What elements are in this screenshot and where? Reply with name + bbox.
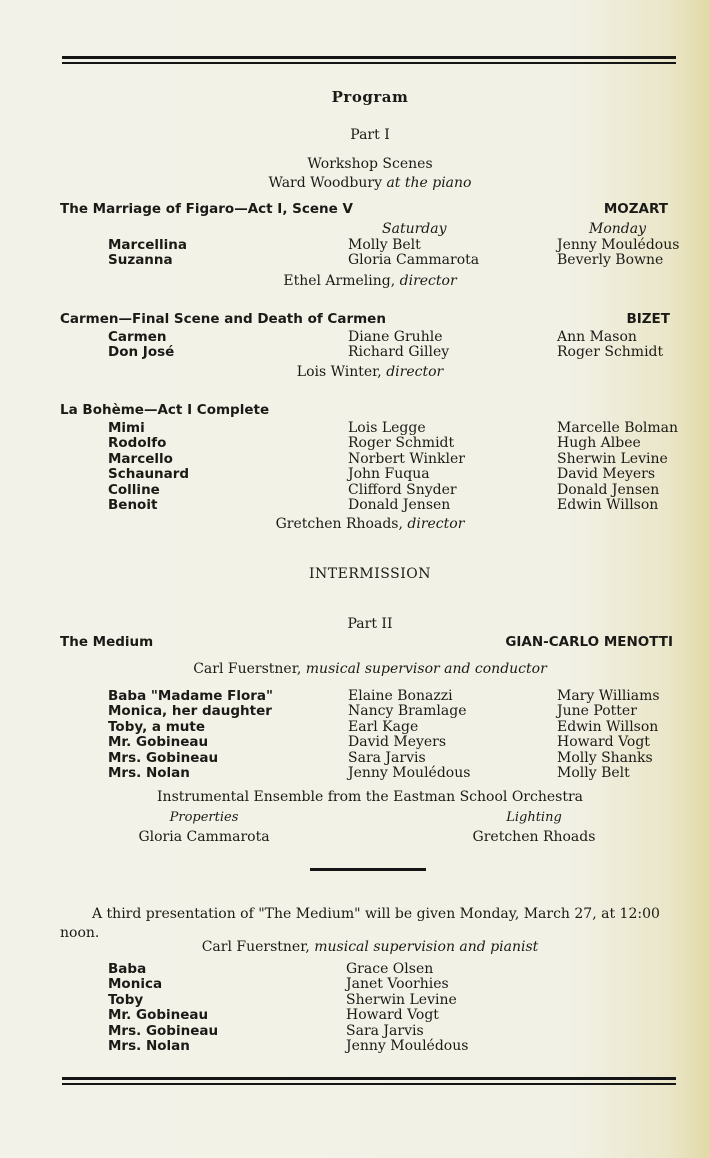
performer: Sara Jarvis [348,749,426,766]
medium-title: The Medium [60,634,154,650]
intermission: INTERMISSION [309,566,431,582]
role: Carmen [108,329,167,345]
performer: Jenny Moulédous [557,237,680,253]
boheme-cast2 [557,421,678,513]
director-name: Gretchen Rhoads, [275,516,403,532]
role: Baba [108,961,147,977]
director-role: director [399,273,457,289]
performer: Earl Kage [348,718,419,735]
performer: David Meyers [557,466,656,483]
role: Monica, her daughter [108,703,272,720]
medium-roles [108,689,273,781]
role: Suzanna [108,252,173,269]
performer: Jenny Moulédous [346,1038,469,1055]
medium-cast1 [348,689,470,781]
performer: Beverly Bowne [557,252,664,269]
properties-name: Gloria Cammarota [138,829,270,845]
figaro-day2: Monday [589,221,646,237]
figaro-composer: MOZART [603,201,668,217]
figaro-cast2 [557,238,679,269]
third-supervisor [0,939,710,955]
performer: Diane Gruhle [348,329,443,345]
performer: Gloria Cammarota [348,252,480,269]
director-role: director [386,364,444,380]
performer: Richard Gilley [348,344,450,361]
carmen-title: Carmen—Final Scene and Death of Carmen [60,311,386,327]
director-name: Ethel Armeling, [283,273,396,289]
pianist-note: at the piano [386,175,472,191]
pianist-name: Ward Woodbury [268,175,382,191]
medium-composer: GIAN-CARLO MENOTTI [505,634,673,650]
pianist-line [0,175,710,191]
performer: Grace Olsen [346,961,434,977]
supervisor-role: musical supervision and pianist [314,939,539,955]
figaro-title: The Marriage of Figaro—Act I, Scene V [60,201,353,217]
carmen-cast1 [348,330,449,361]
performer: Sherwin Levine [346,991,457,1008]
role: Benoit [108,497,158,514]
part-two-heading: Part II [347,616,393,632]
role: Rodolfo [108,435,167,452]
conductor-name: Carl Fuerstner, [193,661,302,677]
role: Schaunard [108,466,190,483]
medium-conductor [0,661,710,677]
boheme-title: La Bohème—Act I Complete [60,402,270,418]
role: Colline [108,481,160,498]
performer: Molly Shanks [557,749,653,766]
performer: Edwin Willson [557,497,659,514]
role: Mrs. Nolan [108,765,190,782]
performer: Roger Schmidt [348,435,455,452]
performer: Sara Jarvis [346,1022,424,1039]
role: Don José [108,344,175,361]
workshop-scenes: Workshop Scenes [307,156,433,172]
performer: Mary Williams [557,688,660,704]
performer: Janet Voorhies [346,976,449,993]
figaro-day1: Saturday [382,221,447,237]
conductor-role: musical supervisor and conductor [305,661,547,677]
lighting-name: Gretchen Rhoads [472,829,596,845]
role: Baba "Madame Flora" [108,688,274,704]
supervisor-name: Carl Fuerstner, [201,939,310,955]
performer: Hugh Albee [557,435,641,452]
performer: Elaine Bonazzi [348,688,453,704]
third-note-line2: noon. [60,925,100,941]
role: Mr. Gobineau [108,1007,209,1024]
performer: John Fuqua [348,466,430,483]
carmen-composer: BIZET [626,311,670,327]
role: Monica [108,976,163,993]
role: Mrs. Gobineau [108,1022,219,1039]
carmen-roles [108,330,174,361]
performer: Molly Belt [348,237,421,253]
role: Mrs. Nolan [108,1038,190,1055]
carmen-director [0,364,710,380]
medium-cast2 [557,689,660,781]
boheme-roles [108,421,189,513]
performer: Donald Jensen [348,497,451,514]
role: Toby, a mute [108,718,206,735]
lighting-label: Lighting [506,810,562,825]
section-divider [310,868,426,871]
ensemble-line: Instrumental Ensemble from the Eastman School Orchestra [157,789,583,805]
top-rule [62,56,676,64]
role: Mimi [108,420,145,436]
performer: Sherwin Levine [557,450,668,467]
bottom-rule [62,1077,676,1085]
properties-label: Properties [169,810,239,825]
performer: Howard Vogt [557,734,650,751]
performer: Roger Schmidt [557,344,664,361]
figaro-director [0,273,710,289]
performer: Clifford Snyder [348,481,457,498]
role: Mrs. Gobineau [108,749,219,766]
performer: Edwin Willson [557,718,659,735]
performer: Norbert Winkler [348,450,465,467]
performer: Jenny Moulédous [348,765,471,782]
director-role: director [407,516,465,532]
performer: Nancy Bramlage [348,703,467,720]
role: Marcellina [108,237,187,253]
program-title: Program [331,88,409,106]
performer: David Meyers [348,734,447,751]
performer: Donald Jensen [557,481,660,498]
performer: Molly Belt [557,765,630,782]
role: Marcello [108,450,173,467]
boheme-cast1 [348,421,465,513]
role: Toby [108,991,144,1008]
performer: Marcelle Bolman [557,420,679,436]
performer: June Potter [557,703,637,720]
figaro-cast1 [348,238,479,269]
performer: Howard Vogt [346,1007,439,1024]
role: Mr. Gobineau [108,734,209,751]
third-note-line1: A third presentation of "The Medium" will be given Monday, March 27, at 12:00 [92,906,660,922]
carmen-cast2 [557,330,663,361]
figaro-roles [108,238,187,269]
director-name: Lois Winter, [296,364,382,380]
third-cast [346,962,468,1054]
boheme-director [0,516,710,532]
third-roles [108,962,218,1054]
part-one-heading: Part I [350,127,390,143]
performer: Ann Mason [557,329,637,345]
performer: Lois Legge [348,420,426,436]
